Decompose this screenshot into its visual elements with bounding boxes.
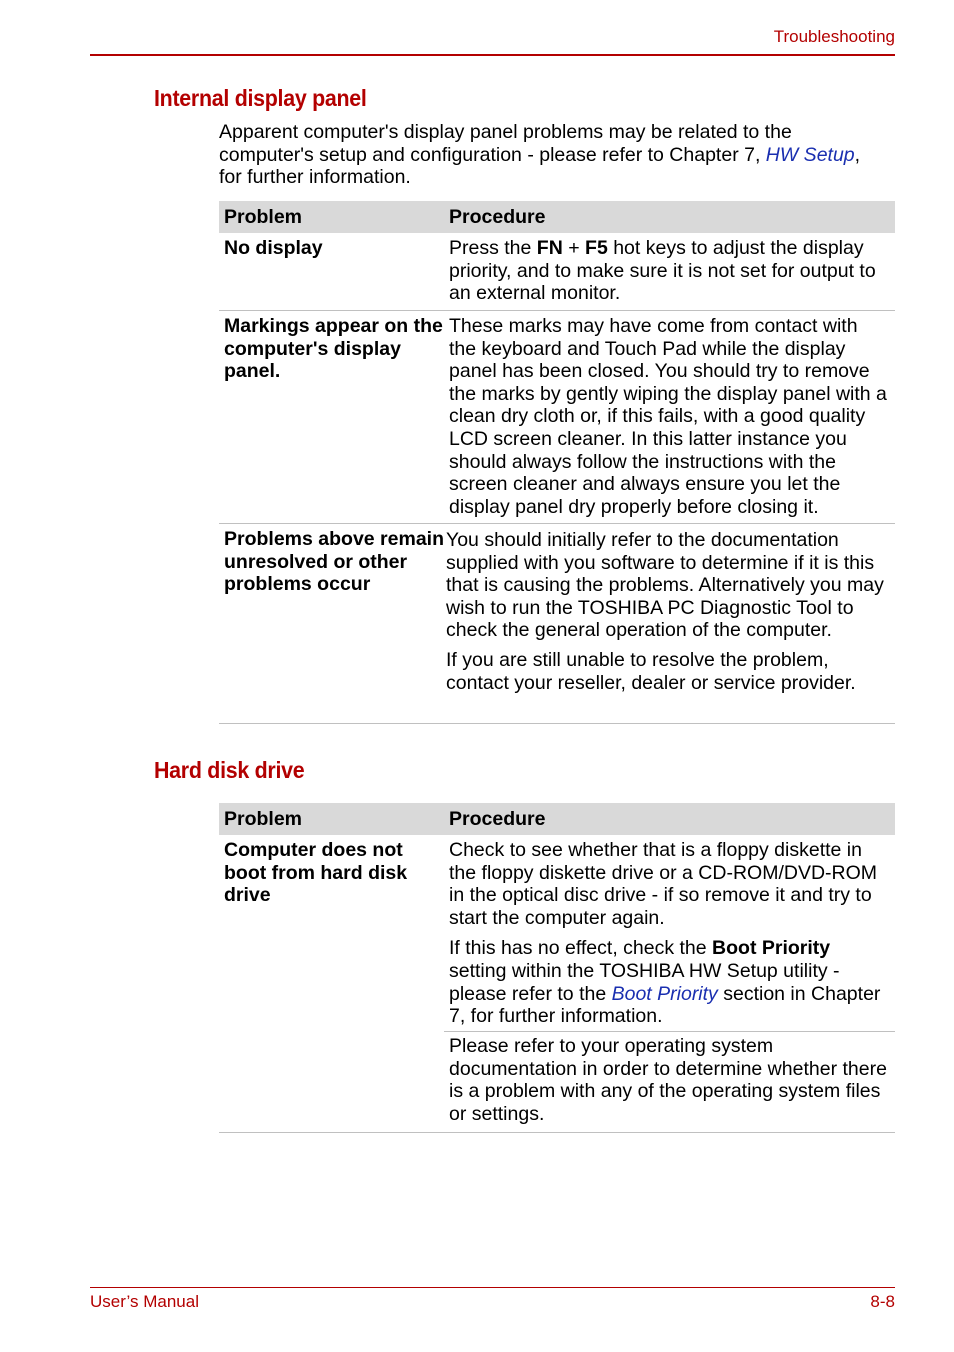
procedure-text: section in Chapter 7, for further information.	[449, 982, 881, 1028]
procedure-block	[444, 1032, 895, 1125]
procedure-block	[444, 835, 895, 1032]
key-f5: F5	[585, 237, 608, 259]
table-row	[219, 311, 895, 524]
procedure-paragraph	[449, 937, 889, 1027]
procedure-text: setting within the TOSHIBA HW Setup utility - please refer to the	[449, 959, 840, 1005]
procedure-text: If this has no effect, check the	[449, 937, 713, 960]
running-header: Troubleshooting	[773, 27, 895, 46]
procedure-paragraph: You should initially refer to the documentation supplied with you software to determine if it is this that is causing the problems. Alternatively you may wish to run the TOSHIBA PC Diagnostic Tool to check the general operation of the computer.	[446, 529, 884, 642]
intro-text-end: , for further information.	[219, 143, 861, 189]
col-header-problem: Problem	[224, 807, 303, 830]
footer-manual-title: User’s Manual	[90, 1292, 199, 1311]
table-header	[219, 803, 895, 835]
header-rule	[90, 54, 895, 56]
table-row	[219, 524, 895, 724]
problem-cell: No display	[224, 237, 323, 259]
procedure-cell	[444, 524, 895, 723]
table-row	[219, 233, 895, 311]
procedure-text: Press the	[449, 237, 537, 259]
procedure-text: hot keys to adjust the display priority, and to make sure it is not set for output to an external monitor.	[449, 237, 876, 305]
hw-setup-link[interactable]: HW Setup	[765, 143, 855, 166]
procedure-paragraph: Check to see whether that is a floppy diskette in the floppy diskette drive or a CD-ROM/DVD-ROM in the optical disc drive - if so remove it and try to start the computer again.	[449, 839, 878, 929]
intro-paragraph	[219, 121, 879, 189]
boot-priority-bold: Boot Priority	[712, 937, 831, 960]
procedure-text: +	[562, 237, 586, 259]
page-number: 8-8	[870, 1292, 895, 1311]
procedure-cell: These marks may have come from contact with the keyboard and Touch Pad while the display panel has been closed. You should try to remove the marks by gently wiping the display panel with a clean dry cloth or, if this fails, with a good quality LCD screen cleaner. In this latter instance you should always follow the instructions with the screen cleaner and always ensure you let the display panel dry properly before closing it.	[449, 315, 887, 518]
table-row	[219, 835, 895, 1133]
key-fn: FN	[536, 237, 563, 259]
problem-cell: Markings appear on the computer's display panel.	[224, 315, 443, 383]
col-header-problem: Problem	[224, 205, 303, 228]
intro-text: Apparent computer's display panel problems may be related to the computer's setup and configuration - please refer to Chapter 7,	[219, 121, 792, 166]
procedure-cell	[444, 233, 895, 310]
procedure-paragraph: Please refer to your operating system documentation in order to determine whether there is a problem with any of the operating system files or settings.	[449, 1035, 887, 1125]
problem-cell: Problems above remain unresolved or other problems occur	[224, 528, 445, 596]
section-title-hard-disk: Hard disk drive	[154, 757, 305, 783]
col-header-procedure: Procedure	[449, 205, 546, 228]
display-problems-table	[219, 201, 895, 724]
boot-priority-link[interactable]: Boot Priority	[611, 982, 718, 1005]
procedure-paragraph: If you are still unable to resolve the problem, contact your reseller, dealer or service provider.	[446, 648, 856, 694]
table-header	[219, 201, 895, 233]
footer-rule	[90, 1287, 895, 1288]
hdd-problems-table	[219, 803, 895, 1133]
procedure-cell	[444, 835, 895, 1132]
section-title-internal-display: Internal display panel	[154, 85, 367, 111]
col-header-procedure: Procedure	[449, 807, 546, 830]
problem-cell: Computer does not boot from hard disk drive	[224, 839, 408, 907]
